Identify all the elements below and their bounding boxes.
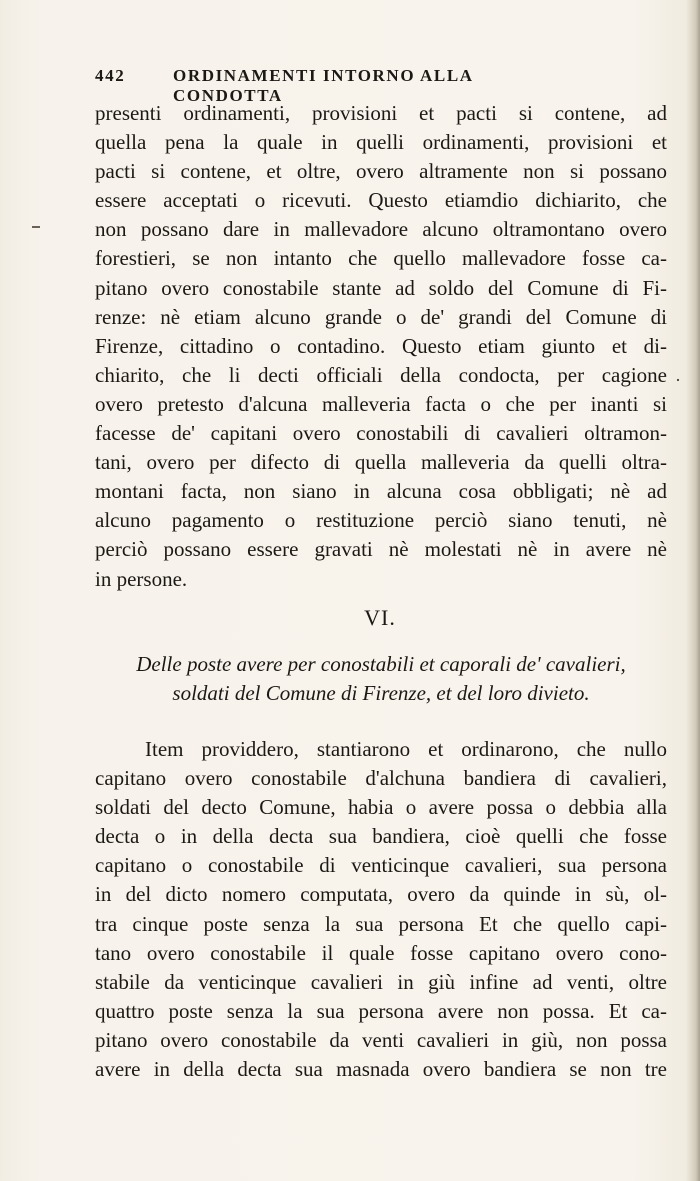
text-line: alcuno pagamento o restituzione perciò siano tenuti, nè [95,508,667,533]
text-line: Firenze, cittadino o contadino. Questo etiam giunto et di- [95,333,667,358]
text-line: tano overo conostabile il quale fosse capitano overo cono- [95,940,667,965]
text-line: essere acceptati o ricevuti. Questo etiamdio dichiarito, che [95,188,667,213]
text-line: pacti si contene, et oltre, overo altramente non si possano [95,159,667,184]
text-line: in del dicto nomero computata, overo da quinde in sù, ol- [95,882,667,907]
text-line: presenti ordinamenti, provisioni et pacti si contene, ad [95,101,667,125]
text-line: soldati del decto Comune, habia o avere possa o debbia alla [95,795,667,820]
text-line: renze: nè etiam alcuno grande o de' grandi del Comune di [95,304,667,329]
running-head-title: ORDINAMENTI INTORNO ALLA CONDOTTA [173,66,473,105]
text-line: perciò possano essere gravati nè molestati nè in avere nè [95,537,667,562]
text-line: overo pretesto d'alcuna malleveria facta o che per inanti si [95,391,667,416]
section-rubric-line: Delle poste avere per conostabili et caporali de' cavalieri, [136,652,626,676]
margin-dot: · [675,370,681,390]
text-line: montani facta, non siano in alcuna cosa obbligati; nè ad [95,479,667,504]
text-line: Item providdero, stantiarono et ordinarono, che nullo [145,737,667,761]
text-line: tani, overo per difecto di quella malleveria da quelli oltra- [95,450,667,475]
page-edge-shadow [686,0,700,1181]
section-rubric-line: soldati del Comune di Firenze, et del loro divieto. [172,681,590,705]
text-line: quattro poste senza la sua persona avere non possa. Et ca- [95,998,667,1023]
text-line: quella pena la quale in quelli ordinamenti, provisioni et [95,130,667,155]
text-line: capitano o conostabile di venticinque cavalieri, sua persona [95,853,667,878]
paragraph-continued [95,99,667,594]
text-line: stabile da venticinque cavalieri in giù infine ad venti, oltre [95,969,667,994]
text-line: non possano dare in mallevadore alcuno oltramontano overo [95,217,667,242]
text-line: tra cinque poste senza la sua persona Et che quello capi- [95,911,667,936]
text-line: pitano overo conostabile da venti cavalieri in giù, non possa [95,1027,667,1052]
page-number: 442 [95,66,126,85]
text-line: chiarito, che li decti officiali della condocta, per cagione [95,362,667,387]
section-number: VI. [364,605,396,630]
margin-mark [32,226,40,228]
text-line: decta o in della decta sua bandiera, cioè quelli che fosse [95,824,667,849]
section-paragraph [95,735,667,1084]
text-line: capitano overo conostabile d'alchuna bandiera di cavalieri, [95,766,667,791]
text-line: pitano overo conostabile stante ad soldo del Comune di Fi- [95,275,667,300]
running-head [95,66,565,105]
text-line: forestieri, se non intanto che quello mallevadore fosse ca- [95,246,667,271]
text-line: in persone. [95,566,188,591]
text-line: avere in della decta sua masnada overo bandiera se non tre [95,1057,667,1082]
text-line: facesse de' capitani overo conostabili di cavalieri oltramon- [95,421,667,446]
